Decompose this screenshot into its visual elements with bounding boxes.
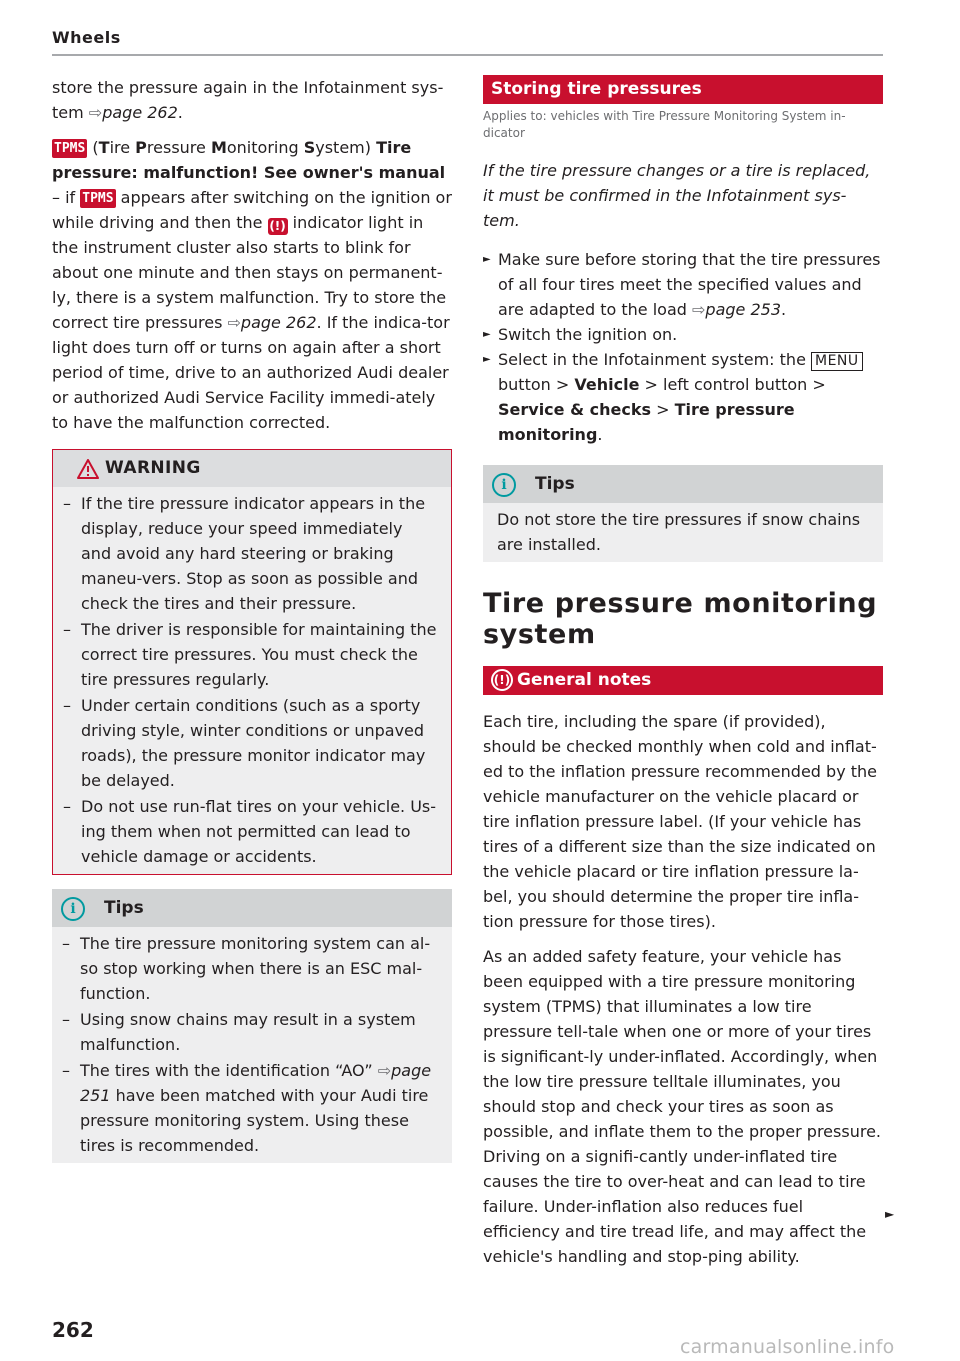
list-item: – The tire pressure monitoring system can al-so stop working when there is an ESC mal-function.	[62, 931, 438, 1006]
page-ref-link[interactable]: page 262	[102, 103, 178, 122]
page-header	[52, 24, 883, 56]
continue-arrow-icon: ►	[885, 1207, 895, 1221]
general-notes-paragraph-2: As an added safety feature, your vehicle has been equipped with a tire pressure monitoring system (TPMS) that illuminates a low tire pressure tell-tale when one or more of your tires is significant-ly under-inflated. Accordingly, when the low tire pressure telltale illuminates, you should stop and check your tires as soon as possible, and inflate them to the proper pressure. Driving on a signifi-cantly under-inflated tire causes the tire to over-heat and can lead to tire failure. Under-inflation also reduces fuel efficiency and tire tread life, and may affect the vehicle's handling and stop-ping ability.	[483, 947, 881, 1266]
list-item: – If the tire pressure indicator appears in the display, reduce your speed immediately and avoid any hard steering or braking maneu-vers. Stop as soon as possible and check the tires and their pressure.	[63, 491, 437, 616]
list-item: – The tires with the identification “AO” ⇨page 251 have been matched with your Audi tire pressure monitoring system. Using these tires is recommended.	[62, 1058, 438, 1158]
info-circle-icon: i	[61, 897, 85, 921]
section-header-title: Wheels	[52, 28, 121, 47]
watermark: carmanualsonline.info	[680, 1336, 895, 1358]
tips-list	[52, 927, 452, 1163]
page-ref-link[interactable]: page 253	[705, 300, 782, 319]
page-ref-link[interactable]: page 262	[240, 313, 317, 332]
page-ref-arrow-icon: ⇨	[377, 1061, 392, 1080]
general-notes-paragraph-1: Each tire, including the spare (if provided), should be checked monthly when cold and inflat-ed to the inflation pressure recommended by the vehicle manufacturer on the vehicle placard or tire inflation pressure label. (If your vehicle has tires of a different size than the size indicated on the vehicle placard or tire inflation pressure la-bel, you should determine the proper tire infla-tion pressure for those tires).	[483, 712, 877, 931]
storing-steps	[483, 247, 883, 447]
list-item: Do not store the tire pressures if snow chains are installed.	[497, 510, 861, 554]
list-item: – Under certain conditions (such as a sporty driving style, winter conditions or unpaved roads), the pressure monitor indicator may be delayed.	[63, 693, 437, 793]
tire-pressure-warning-icon: (!)	[491, 669, 513, 691]
warning-triangle-icon	[77, 459, 99, 479]
menu-button-label: MENU	[811, 352, 863, 371]
tips-list	[483, 503, 883, 562]
right-column	[483, 75, 883, 1279]
list-item: – The driver is responsible for maintaining the correct tire pressures. You must check the tire pressures regularly.	[63, 617, 437, 692]
warning-title: WARNING	[105, 458, 201, 478]
step-item: ► Make sure before storing that the tire pressures of all four tires meet the specified values and are adapted to the load ⇨page 253.	[483, 247, 883, 322]
tips-box-right	[483, 465, 883, 562]
page-number: 262	[52, 1318, 94, 1342]
step-item: ► Select in the Infotainment system: the MENU button > Vehicle > left control button > Service & checks > Tire pressure monitoring.	[483, 347, 883, 447]
page-ref-arrow-icon: ⇨	[88, 103, 103, 122]
general-notes-title: General notes	[517, 670, 652, 690]
page-ref-arrow-icon: ⇨	[227, 313, 241, 332]
list-item: – Do not use run-flat tires on your vehicle. Us-ing them when not permitted can lead to vehicle damage or accidents.	[63, 794, 437, 869]
tire-pressure-warning-icon: (!)	[269, 219, 286, 233]
section-title: Tire pressure monitoring system	[483, 588, 878, 650]
malfunction-message: Tire pressure: malfunction! See owner's manual	[52, 138, 446, 182]
warning-box	[52, 449, 452, 875]
tips-header	[483, 465, 883, 503]
info-circle-icon: i	[492, 473, 516, 497]
tips-title: Tips	[104, 898, 144, 918]
list-item: – Using snow chains may result in a system malfunction.	[62, 1007, 438, 1057]
applies-to-note: Applies to: vehicles with Tire Pressure Monitoring System in-dicator	[483, 109, 846, 140]
step-item: ► Switch the ignition on.	[483, 322, 883, 347]
tpms-indicator-icon: TPMS	[82, 191, 114, 206]
left-column	[52, 75, 452, 1177]
paragraph-tpms-malfunction: TPMS (Tire Pressure Monitoring System) Tire pressure: malfunction! See owner's manual – if TPMS appears after switching on the ignition or while driving and then the (!) indicator light in the instrument cluster also starts to blink for about one minute and then stays on permanent-ly, there is a system malfunction. Try to store the correct tire pressures ⇨page 262. If the indica-tor light does turn off or turns on again after a short period of time, drive to an authorized Audi dealer or authorized Audi Service Facility immedi-ately to have the malfunction corrected.	[52, 138, 452, 432]
page-ref-link[interactable]: page 251	[80, 1061, 432, 1105]
warning-header	[53, 450, 451, 487]
warning-list	[53, 487, 451, 874]
general-notes-bar	[483, 666, 883, 695]
tips-box	[52, 889, 452, 1163]
tips-header	[52, 889, 452, 927]
tpms-indicator-icon: TPMS	[54, 141, 86, 156]
storing-section-bar: Storing tire pressures	[483, 75, 883, 104]
tips-title: Tips	[535, 474, 575, 494]
page-ref-arrow-icon: ⇨	[692, 300, 706, 319]
paragraph-store-pressure: store the pressure again in the Infotainment sys-tem ⇨page 262.	[52, 78, 444, 122]
storing-intro: If the tire pressure changes or a tire is replaced, it must be confirmed in the Infotainment sys-tem.	[483, 161, 871, 230]
